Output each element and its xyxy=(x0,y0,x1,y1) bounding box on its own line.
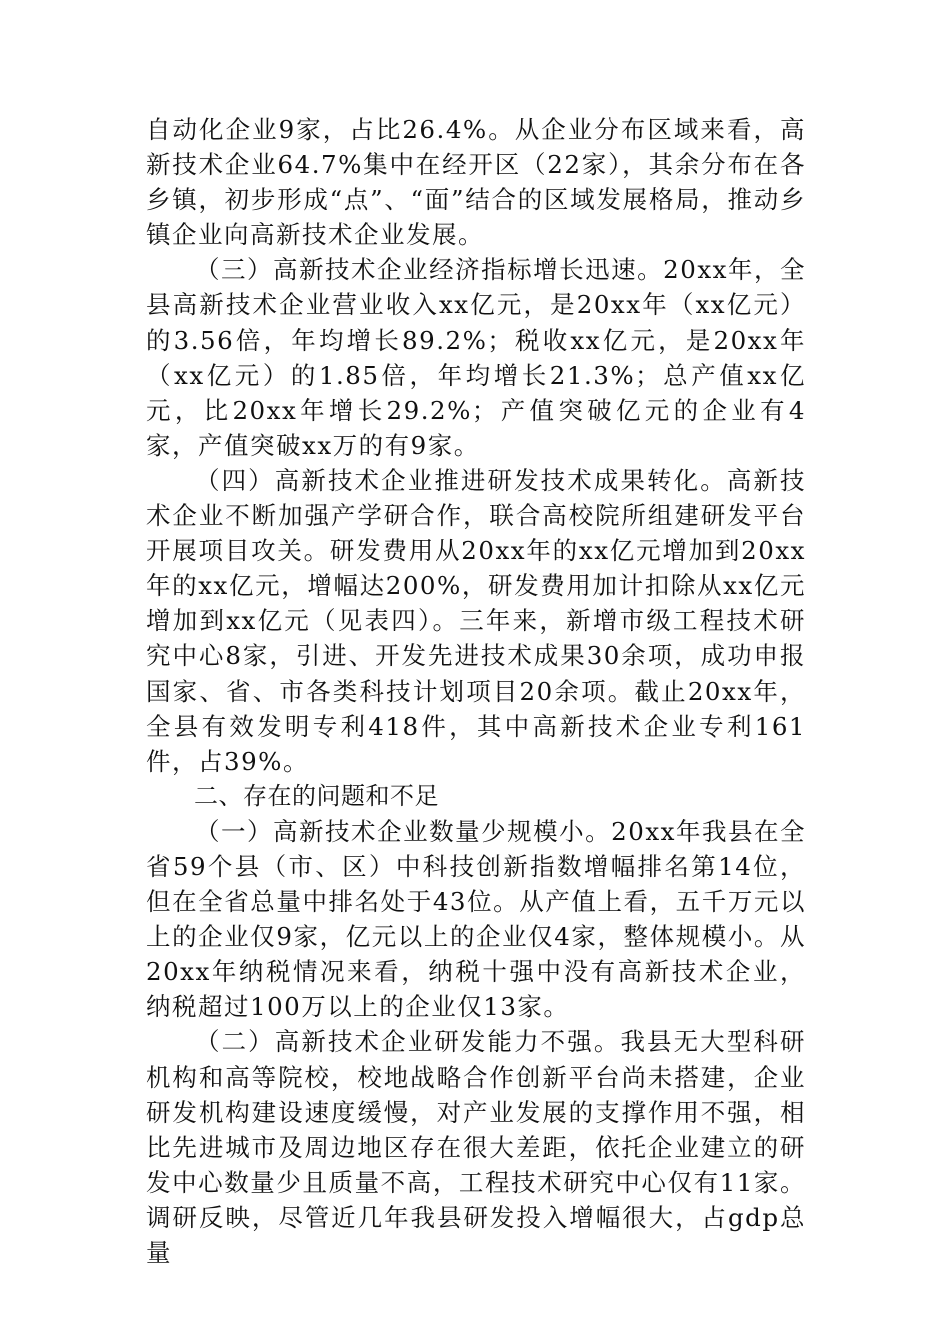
section-heading-problems: 二、存在的问题和不足 xyxy=(194,781,439,810)
paragraph-text: 高新技术企业不断加强产学研合作，联合高校院所组建研发平台开展项目攻关。研发费用从20xx年的xx亿元增加到20xx年的xx亿元，增幅达200%，研发费用加计扣除从xx亿元增加到xx亿元（见表四）。三年来，新增市级工程技术研究中心8家，引进、开发先进技术成果30余项，成功申报国家、省、市各类科技计划项目20余项。截止20xx年，全县有效发明专利418件，其中高新技术企业专利161件，占39%。 xyxy=(146,465,807,776)
paragraph-text: 20xx年我县在全省59个县（市、区）中科技创新指数增幅排名第14位，但在全省总量中排名处于43位。从产值上看，五千万元以上的企业仅9家，亿元以上的企业仅4家，整体规模小。从20xx年纳税情况来看，纳税十强中没有高新技术企业，纳税超过100万以上的企业仅13家。 xyxy=(146,816,807,1022)
paragraph-lead: （四）高新技术企业推进研发技术成果转化。 xyxy=(195,465,727,495)
paragraph-lead: （三）高新技术企业经济指标增长迅速。 xyxy=(195,255,664,285)
paragraph-text: 20xx年，全县高新技术企业营业收入xx亿元，是20xx年（xx亿元）的3.56倍，年均增长89.2%；税收xx亿元，是20xx年（xx亿元）的1.85倍，年均增长21.3%；总产值xx亿元，比20xx年增长29.2%；产值突破亿元的企业有4家，产值突破xx万的有9家。 xyxy=(146,255,807,460)
paragraph-lead: （二）高新技术企业研发能力不强。 xyxy=(195,1027,621,1057)
paragraph-text: 自动化企业9家，占比26.4%。从企业分布区域来看，高新技术企业64.7%集中在经开区（22家），其余分布在各乡镇，初步形成“点”、“面”结合的区域发展格局，推动乡镇企业向高新技术企业发展。 xyxy=(146,115,806,250)
paragraph-lead: （一）高新技术企业数量少规模小。 xyxy=(195,816,612,846)
paragraph-rnd-transformation xyxy=(146,463,806,779)
paragraph-small-scale xyxy=(146,814,806,1025)
paragraph-economic-indicators xyxy=(146,252,806,463)
paragraph-text: 我县无大型科研机构和高等院校，校地战略合作创新平台尚未搭建，企业研发机构建设速度缓慢，对产业发展的支撑作用不强，相比先进城市及周边地区存在很大差距，依托企业建立的研发中心数量少且质量不高，工程技术研究中心仅有11家。调研反映，尽管近几年我县研发投入增幅很大，占gdp总量 xyxy=(146,1027,806,1267)
document-page xyxy=(146,112,806,1270)
paragraph-enterprise-distribution xyxy=(146,112,806,252)
paragraph-weak-rnd xyxy=(146,1024,806,1270)
